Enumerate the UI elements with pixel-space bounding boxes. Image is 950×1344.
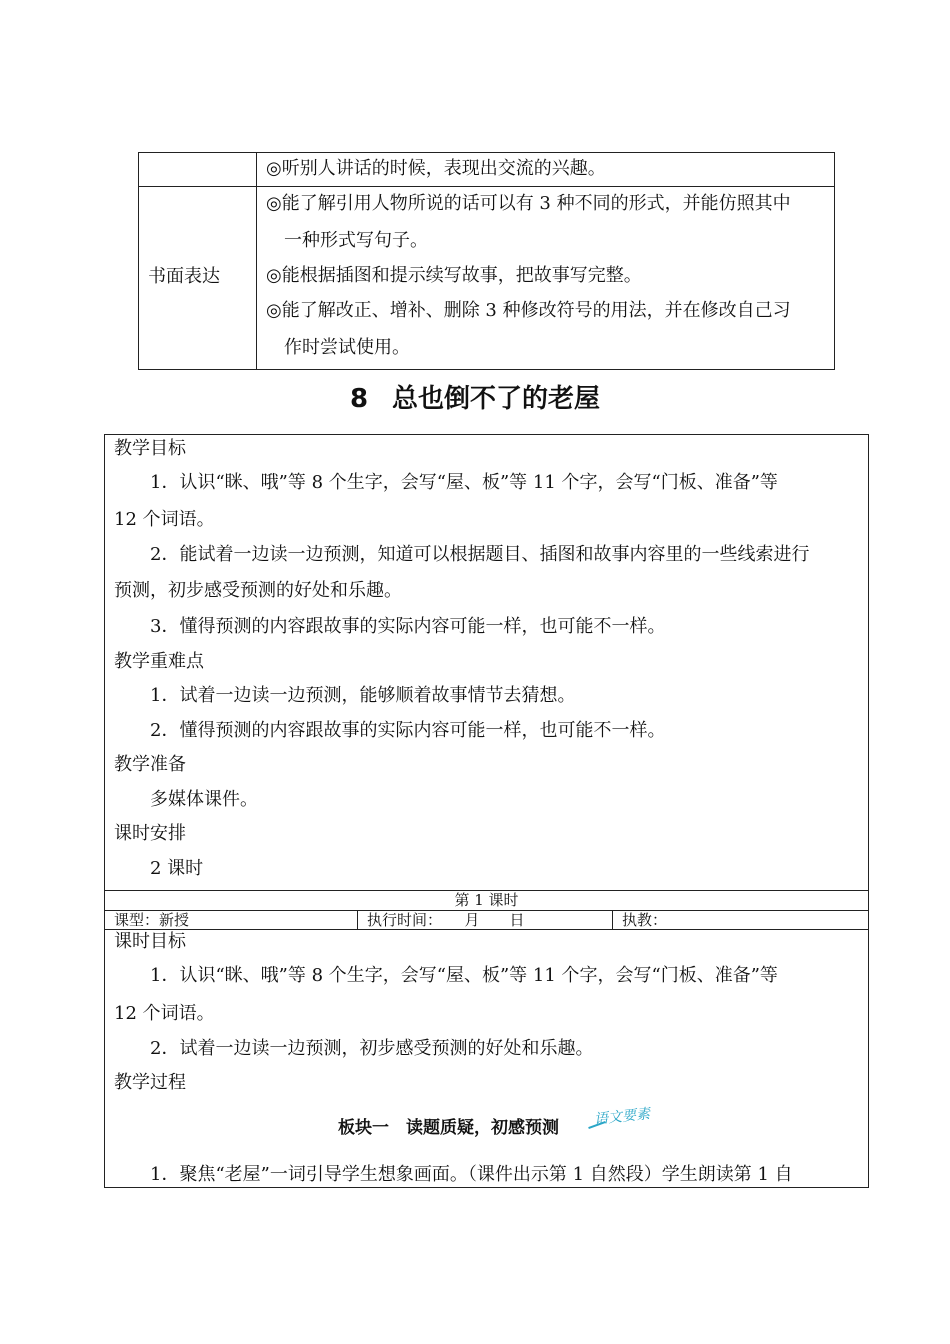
paragraph-line: 3．懂得预测的内容跟故事的实际内容可能一样，也可能不一样。 (150, 616, 666, 637)
table-border (104, 434, 869, 435)
block-title: 板块一 读题质疑，初感预测 (338, 1118, 559, 1138)
paragraph-line: 2．能试着一边读一边预测，知道可以根据题目、插图和故事内容里的一些线索进行 (150, 544, 810, 565)
table-border (357, 910, 358, 930)
paragraph-line: 2 课时 (150, 858, 204, 879)
paragraph-line: 2．试着一边读一边预测，初步感受预测的好处和乐趣。 (150, 1038, 594, 1059)
table-border (256, 152, 257, 370)
teacher-field: 执教： (622, 911, 668, 929)
paragraph-line: 预测，初步感受预测的好处和乐趣。 (114, 580, 402, 601)
section-heading-key-points: 教学重难点 (114, 651, 204, 672)
table-border (834, 152, 835, 370)
language-element-badge: 语文要素 (593, 1106, 651, 1128)
table-border (138, 186, 835, 187)
paragraph-line: 1．聚焦“老屋”一词引导学生想象画面。（课件出示第 1 自然段）学生朗读第 1 自 (150, 1164, 793, 1185)
table-border (868, 434, 869, 1188)
paragraph-line: 1．认识“眯、哦”等 8 个生字，会写“屋、板”等 11 个字，会写“门板、准备”等 (150, 472, 778, 493)
lesson-type: 课型：新授 (114, 911, 190, 929)
row-label: 书面表达 (148, 266, 220, 287)
section-heading-goals: 教学目标 (114, 438, 186, 459)
paragraph-line: 12 个词语。 (114, 1003, 215, 1024)
table-border (104, 1187, 869, 1188)
paragraph-line: 1．试着一边读一边预测，能够顺着故事情节去猜想。 (150, 685, 576, 706)
paragraph-line: 2．懂得预测的内容跟故事的实际内容可能一样，也可能不一样。 (150, 720, 666, 741)
lesson-number: 8 (349, 384, 369, 414)
table-border (138, 152, 139, 370)
table-border (138, 369, 835, 370)
lesson-title (0, 378, 950, 415)
table-cell-text: 作时尝试使用。 (284, 337, 410, 358)
table-cell-text: 一种形式写句子。 (284, 230, 428, 251)
table-cell-text: ◎听别人讲话的时候，表现出交流的兴趣。 (266, 158, 606, 179)
period-title: 第 1 课时 (454, 891, 519, 909)
lesson-name: 总也倒不了的老屋 (392, 384, 601, 414)
paragraph-line: 1．认识“眯、哦”等 8 个生字，会写“屋、板”等 11 个字，会写“门板、准备”等 (150, 965, 778, 986)
section-heading-process: 教学过程 (114, 1072, 186, 1093)
section-heading-period-goals: 课时目标 (114, 931, 186, 952)
table-cell-text: ◎能根据插图和提示续写故事，把故事写完整。 (266, 265, 642, 286)
paragraph-line: 12 个词语。 (114, 509, 215, 530)
paragraph-line: 多媒体课件。 (150, 789, 258, 810)
execution-time: 执行时间： 月 日 (367, 911, 525, 929)
table-border (104, 929, 869, 930)
section-heading-preparation: 教学准备 (114, 754, 186, 775)
table-cell-text: ◎能了解引用人物所说的话可以有 3 种不同的形式，并能仿照其中 (266, 193, 791, 214)
table-border (104, 434, 105, 1188)
table-border (612, 910, 613, 930)
table-border (138, 152, 835, 153)
table-cell-text: ◎能了解改正、增补、删除 3 种修改符号的用法，并在修改自己习 (266, 300, 791, 321)
section-heading-schedule: 课时安排 (114, 823, 186, 844)
